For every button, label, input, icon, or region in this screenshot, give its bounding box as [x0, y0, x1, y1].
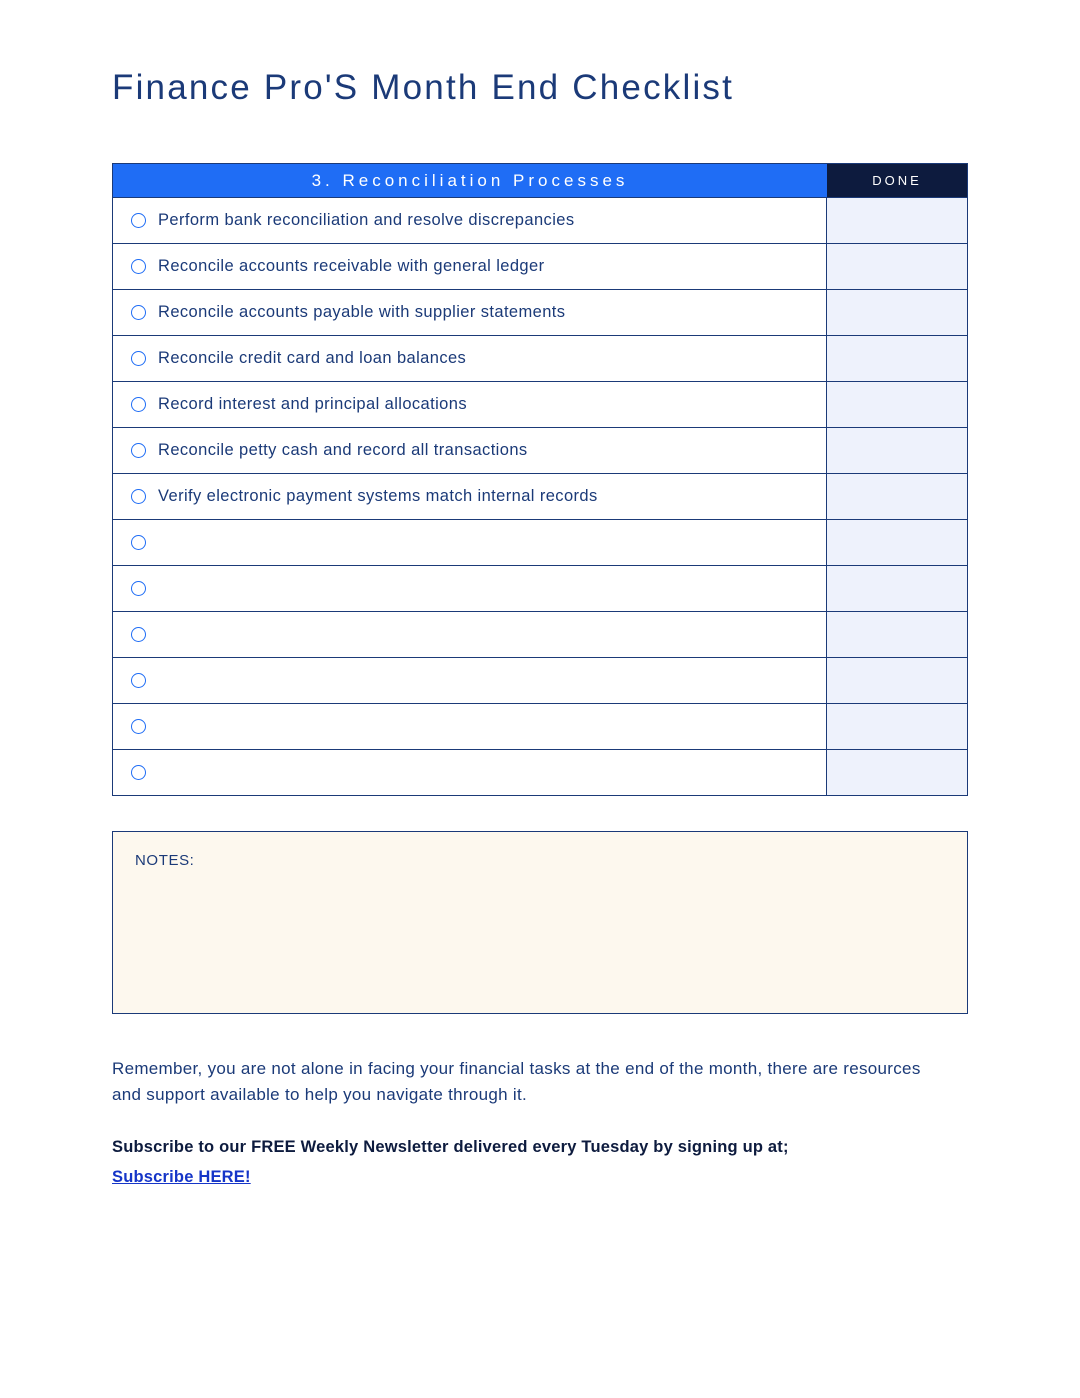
checkbox-circle-icon[interactable]: [131, 673, 146, 688]
done-cell[interactable]: [827, 382, 967, 427]
table-row: [113, 335, 967, 381]
task-label: Verify electronic payment systems match internal records: [158, 487, 598, 505]
page-title: Finance Pro'S Month End Checklist: [112, 68, 735, 107]
task-cell: [113, 336, 827, 381]
task-cell: [113, 566, 827, 611]
done-cell[interactable]: [827, 520, 967, 565]
done-cell[interactable]: [827, 336, 967, 381]
task-cell: [113, 658, 827, 703]
done-cell[interactable]: [827, 750, 967, 795]
table-row: [113, 243, 967, 289]
task-cell: [113, 704, 827, 749]
done-cell[interactable]: [827, 612, 967, 657]
task-cell: [113, 198, 827, 243]
table-header-row: [113, 164, 967, 197]
checkbox-circle-icon[interactable]: [131, 627, 146, 642]
task-cell: [113, 290, 827, 335]
checkbox-circle-icon[interactable]: [131, 397, 146, 412]
done-cell[interactable]: [827, 566, 967, 611]
task-cell: [113, 520, 827, 565]
checklist-table: [112, 163, 968, 796]
checkbox-circle-icon[interactable]: [131, 259, 146, 274]
task-label: Reconcile petty cash and record all transactions: [158, 441, 528, 459]
section-header: 3. Reconciliation Processes: [113, 164, 827, 197]
table-row: [113, 427, 967, 473]
done-cell[interactable]: [827, 244, 967, 289]
done-column-header: DONE: [827, 164, 967, 197]
checkbox-circle-icon[interactable]: [131, 443, 146, 458]
task-label: Reconcile credit card and loan balances: [158, 349, 467, 367]
table-row: [113, 289, 967, 335]
task-cell: [113, 474, 827, 519]
checkbox-circle-icon[interactable]: [131, 489, 146, 504]
table-row: [113, 657, 967, 703]
checkbox-circle-icon[interactable]: [131, 305, 146, 320]
task-cell: [113, 612, 827, 657]
table-row: [113, 703, 967, 749]
checkbox-circle-icon[interactable]: [131, 535, 146, 550]
checkbox-circle-icon[interactable]: [131, 213, 146, 228]
done-cell[interactable]: [827, 428, 967, 473]
table-row: [113, 473, 967, 519]
checkbox-circle-icon[interactable]: [131, 719, 146, 734]
task-cell: [113, 750, 827, 795]
done-cell[interactable]: [827, 474, 967, 519]
checkbox-circle-icon[interactable]: [131, 351, 146, 366]
task-cell: [113, 382, 827, 427]
task-label: Perform bank reconciliation and resolve discrepancies: [158, 211, 575, 229]
checkbox-circle-icon[interactable]: [131, 581, 146, 596]
table-row: [113, 611, 967, 657]
task-cell: [113, 428, 827, 473]
task-cell: [113, 244, 827, 289]
table-row: [113, 519, 967, 565]
table-row: [113, 565, 967, 611]
notes-label: NOTES:: [135, 852, 195, 869]
done-cell[interactable]: [827, 198, 967, 243]
table-row: [113, 197, 967, 243]
table-row: [113, 381, 967, 427]
subscribe-link[interactable]: Subscribe HERE!: [112, 1168, 251, 1186]
table-row: [113, 749, 967, 795]
task-label: Reconcile accounts receivable with general ledger: [158, 257, 545, 275]
task-label: Record interest and principal allocations: [158, 395, 467, 413]
done-cell[interactable]: [827, 290, 967, 335]
newsletter-cta: [112, 1133, 982, 1191]
newsletter-cta-text: Subscribe to our FREE Weekly Newsletter delivered every Tuesday by signing up at;: [112, 1138, 789, 1156]
done-cell[interactable]: [827, 704, 967, 749]
done-cell[interactable]: [827, 658, 967, 703]
closing-paragraph: Remember, you are not alone in facing your financial tasks at the end of the month, there are resources and support available to help you navigate through it.: [112, 1059, 921, 1104]
checkbox-circle-icon[interactable]: [131, 765, 146, 780]
notes-box[interactable]: [112, 831, 968, 1014]
task-label: Reconcile accounts payable with supplier statements: [158, 303, 566, 321]
